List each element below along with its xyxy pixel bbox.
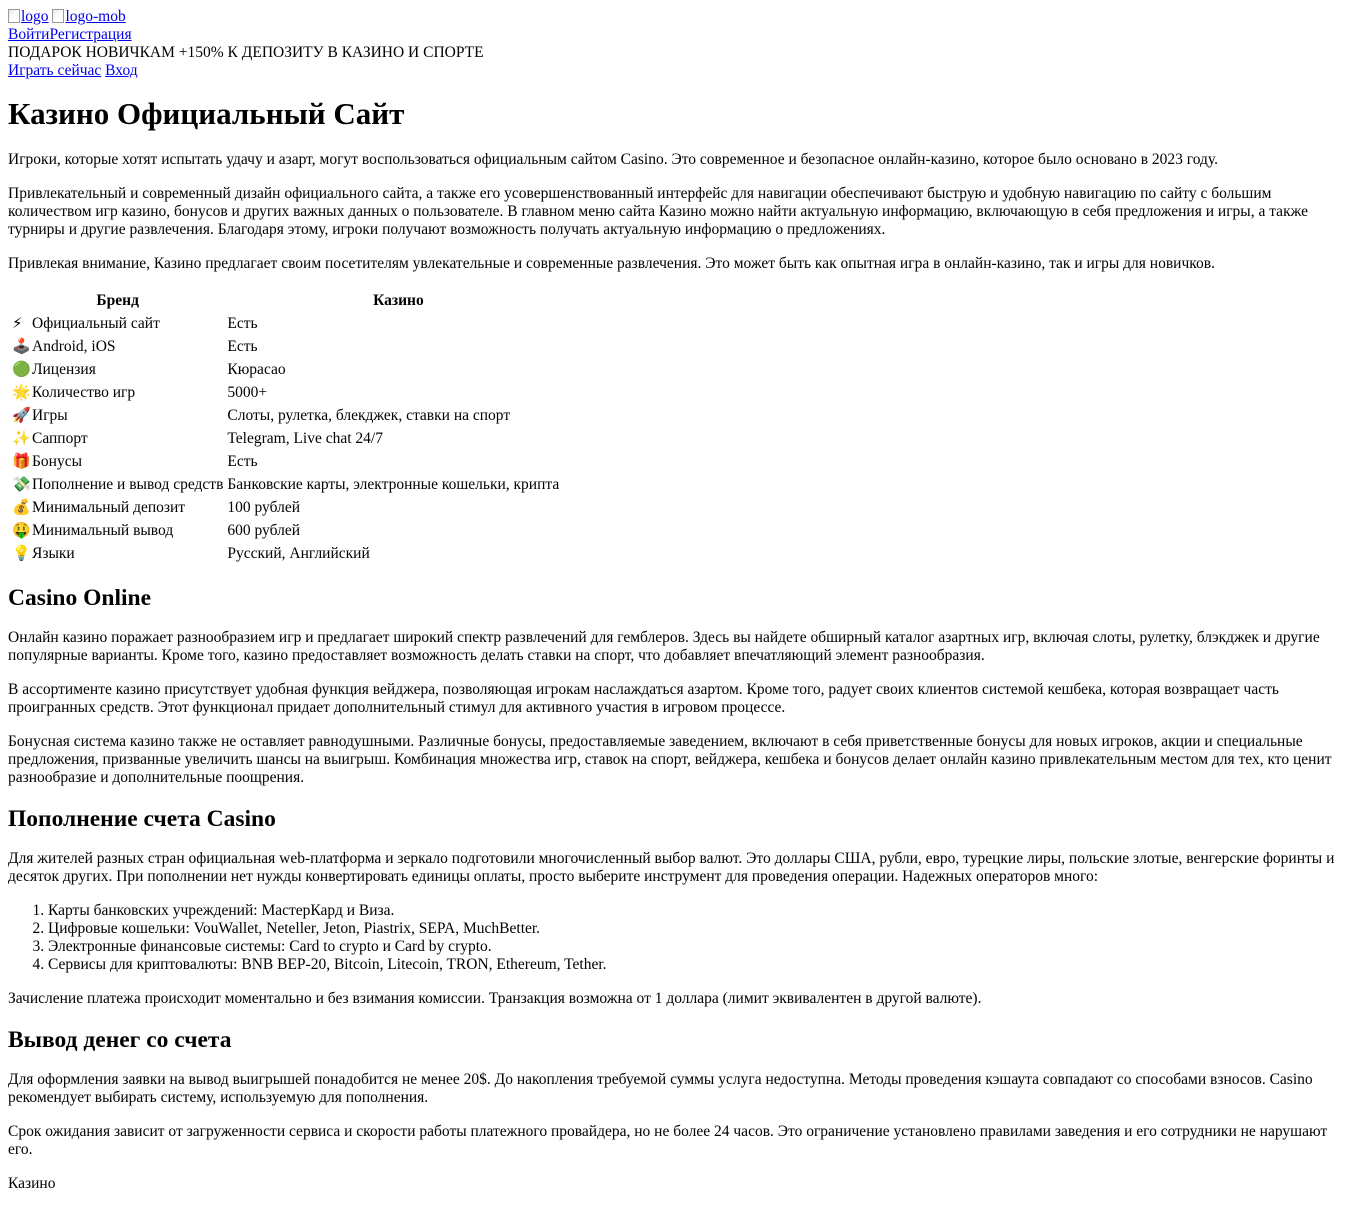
table-header-casino: Казино (373, 292, 424, 309)
row-label: Android, iOS (32, 338, 116, 355)
deposit-after-paragraph: Зачисление платежа происходит моментально и без взимания комиссии. Транзакция возможна от 1 доллара (лимит эквивалентен в другой валюте). (8, 990, 982, 1007)
register-link[interactable]: Регистрация (49, 26, 132, 43)
section-title-deposit: Пополнение счета Casino (8, 806, 276, 832)
table-header-brand: Бренд (96, 292, 139, 309)
deposit-methods-list (8, 902, 1342, 974)
table-row (11, 451, 570, 472)
money-face-icon: 🤑 (12, 521, 31, 539)
promo-banner: ПОДАРОК НОВИЧКАМ +150% К ДЕПОЗИТУ В КАЗИНО И СПОРТЕ (8, 44, 484, 61)
table-row (11, 405, 570, 426)
green-circle-icon: 🟢 (12, 360, 31, 378)
joystick-icon: 🕹️ (12, 337, 31, 355)
table-row (11, 382, 570, 403)
play-now-link[interactable]: Играть сейчас (8, 62, 102, 79)
enter-link[interactable]: Вход (105, 62, 138, 79)
row-value: Есть (227, 452, 258, 470)
table-header-row (11, 291, 570, 311)
info-table (9, 289, 572, 566)
list-item: 1. Карты банковских учреждений: МастерКард и Виза. (48, 902, 1342, 920)
logo-mob-link[interactable] (52, 8, 125, 26)
list-item: 2. Цифровые кошельки: VouWallet, Neteller, Jeton, Piastrix, SEPA, MuchBetter. (48, 920, 1342, 938)
row-value: Русский, Английский (227, 544, 370, 562)
row-value: Есть (227, 337, 258, 355)
gift-icon: 🎁 (12, 452, 31, 470)
logo-link[interactable] (8, 8, 49, 26)
list-item: 4. Сервисы для криптовалюты: BNB BEP-20, Bitcoin, Litecoin, TRON, Ethereum, Tether. (48, 956, 1342, 974)
row-value: Кюрасао (227, 360, 286, 378)
withdraw-paragraph-2: Срок ожидания зависит от загруженности сервиса и скорости работы платежного провайдера, но не более 24 часов. Это ограничение установлено правилами заведения и его сотрудники не нарушают его. (8, 1123, 1328, 1158)
table-row (11, 474, 570, 495)
row-label: Минимальный вывод (32, 522, 174, 539)
row-value: Банковские карты, электронные кошельки, крипта (227, 475, 560, 493)
row-value: Слоты, рулетка, блекджек, ставки на спорт (227, 406, 511, 424)
online-paragraph-3: Бонусная система казино также не оставляет равнодушными. Различные бонусы, предоставляемые заведением, включают в себя приветственные бонусы для новых игроков, акции и специальные предложения, призванные увеличить шансы на выигрыш. Комбинация множества игр, ставок на спорт, вейджера, кешбека и бонусов делает онлайн казино привлекательным местом для тех, кто ценит разнообразие и дополнительные поощрения. (8, 733, 1332, 786)
table-row (11, 336, 570, 357)
row-label: Языки (32, 545, 75, 562)
row-label: Минимальный депозит (32, 499, 186, 516)
row-value: Есть (227, 314, 258, 332)
row-value: 600 рублей (227, 521, 301, 539)
row-value: 100 рублей (227, 498, 301, 516)
row-label: Количество игр (32, 384, 136, 401)
table-row (11, 520, 570, 541)
list-item: 3. Электронные финансовые системы: Card to crypto и Card by crypto. (48, 938, 1342, 956)
row-value: Telegram, Live chat 24/7 (227, 429, 383, 447)
broken-image-icon (52, 9, 64, 23)
header-logos (8, 8, 1342, 26)
page-title: Казино Официальный Сайт (8, 96, 405, 131)
logo-mob-alt-text: logo-mob (65, 8, 126, 25)
row-label: Игры (32, 407, 68, 424)
intro-paragraph-2: Привлекательный и современный дизайн официального сайта, а также его усовершенствованный интерфейс для навигации обеспечивают быструю и удобную навигацию по сайту с большим количеством игр казино, бонусов и других важных данных о пользователе. В главном меню сайта Казино можно найти актуальную информацию, включающую в себя предложения и игры, а также турниры и другие развлечения. Благодаря этому, игроки получают возможность получать актуальную информацию о предложениях. (8, 185, 1308, 238)
withdraw-paragraph-1: Для оформления заявки на вывод выигрышей понадобится не менее 20$. До накопления требуемой суммы услуга недоступна. Методы проведения кэшаута совпадают со способами взносов. Casino рекомендует выбирать систему, используемую для пополнения. (8, 1071, 1313, 1106)
online-paragraph-1: Онлайн казино поражает разнообразием игр и предлагает широкий спектр развлечений для гемблеров. Здесь вы найдете обширный каталог азартных игр, включая слоты, рулетку, блэкджек и другие популярные варианты. Кроме того, казино предоставляет возможность делать ставки на спорт, что добавляет впечатляющий элемент разнообразия. (8, 629, 1320, 664)
table-row (11, 313, 570, 334)
auth-links (8, 26, 1342, 44)
row-label: Пополнение и вывод средств (32, 476, 224, 493)
table-row (11, 359, 570, 380)
lightning-icon: ⚡ (12, 314, 23, 332)
table-row (11, 543, 570, 564)
sparkles-icon: ✨ (12, 429, 31, 447)
section-title-online: Casino Online (8, 585, 151, 611)
row-label: Бонусы (32, 453, 82, 470)
cta-links (8, 62, 1342, 80)
footer-text: Казино (8, 1175, 56, 1192)
login-link[interactable]: Войти (8, 26, 50, 43)
deposit-paragraph: Для жителей разных стран официальная web-платформа и зеркало подготовили многочисленный выбор валют. Это доллары США, рубли, евро, турецкие лиры, польские злотые, венгерские форинты и десяток других. При пополнении нет нужды конвертировать единицы оплаты, просто выберите инструмент для проведения операции. Надежных операторов много: (8, 850, 1335, 885)
star-icon: 🌟 (12, 383, 31, 401)
table-row (11, 428, 570, 449)
rocket-icon: 🚀 (12, 406, 31, 424)
table-row (11, 497, 570, 518)
intro-paragraph-1: Игроки, которые хотят испытать удачу и азарт, могут воспользоваться официальным сайтом Casino. Это современное и безопасное онлайн-казино, которое было основано в 2023 году. (8, 151, 1218, 168)
money-bag-icon: 💰 (12, 498, 31, 516)
intro-paragraph-3: Привлекая внимание, Казино предлагает своим посетителям увлекательные и современные развлечения. Это может быть как опытная игра в онлайн-казино, так и игры для новичков. (8, 255, 1215, 272)
section-title-withdraw: Вывод денег со счета (8, 1027, 232, 1053)
row-label: Лицензия (32, 361, 96, 378)
online-paragraph-2: В ассортименте казино присутствует удобная функция вейджера, позволяющая игрокам наслаждаться азартом. Кроме того, радует своих клиентов системой кешбека, которая возвращает часть проигранных средств. Этот функционал придает дополнительный стимул для активного участия в игровом процессе. (8, 681, 1279, 716)
row-value: 5000+ (227, 383, 268, 401)
row-label: Официальный сайт (32, 315, 160, 332)
row-label: Саппорт (32, 430, 88, 447)
logo-alt-text: logo (21, 8, 49, 25)
broken-image-icon (8, 9, 20, 23)
light-bulb-icon: 💡 (12, 544, 31, 562)
money-wings-icon: 💸 (12, 475, 31, 493)
